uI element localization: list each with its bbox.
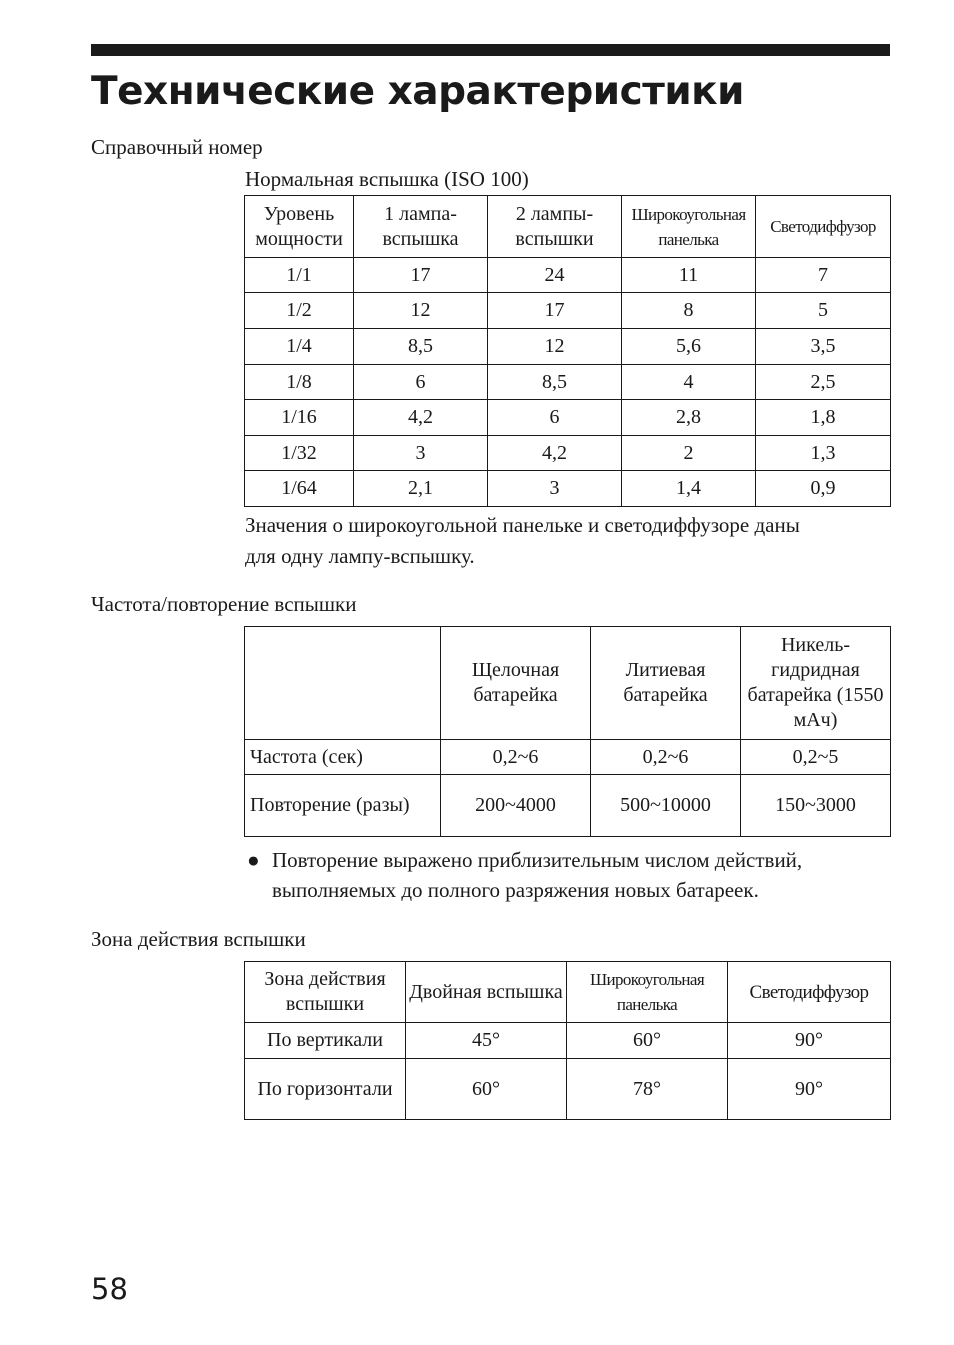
table-cell: 4,2 <box>488 436 622 471</box>
recycle-bullet-list <box>245 845 895 905</box>
table-cell: 1,8 <box>756 400 891 436</box>
table-row <box>245 471 891 507</box>
bullet-icon: ● <box>247 848 260 872</box>
header-cell: Двойная вспышка <box>406 962 567 1023</box>
header-cell: Никель-гидридная батарейка (1550 мАч) <box>741 627 891 740</box>
header-cell: Щелочная батарейка <box>441 627 591 740</box>
table-cell: 1/1 <box>245 258 354 293</box>
page-title: Технические характеристики <box>91 69 744 114</box>
coverage-label: Зона действия вспышки <box>91 927 306 951</box>
table-cell: 8,5 <box>488 365 622 400</box>
table-cell: 150~3000 <box>741 775 891 837</box>
table-cell: 60° <box>567 1023 728 1059</box>
table-cell: 2,8 <box>622 400 756 436</box>
table-cell: 12 <box>354 293 488 329</box>
table-cell: 1/16 <box>245 400 354 436</box>
table-cell: 60° <box>406 1059 567 1120</box>
table-cell: 90° <box>728 1023 891 1059</box>
table-cell: 78° <box>567 1059 728 1120</box>
header-cell: Широкоугольная панелька <box>567 962 728 1023</box>
table-cell: 1/4 <box>245 329 354 365</box>
table-cell: 6 <box>354 365 488 400</box>
table-cell: 4 <box>622 365 756 400</box>
table-cell: 1/32 <box>245 436 354 471</box>
header-cell: Светодиффузор <box>756 196 891 258</box>
table-cell: 4,2 <box>354 400 488 436</box>
guide-number-table <box>244 195 891 507</box>
header-cell: 1 лампа-вспышка <box>354 196 488 258</box>
table-cell: 1/2 <box>245 293 354 329</box>
page-number: 58 <box>91 1272 128 1306</box>
table-cell: 0,2~6 <box>441 740 591 775</box>
row-label: По вертикали <box>245 1023 406 1059</box>
table-cell: 17 <box>354 258 488 293</box>
table-cell: 45° <box>406 1023 567 1059</box>
table-cell: 8,5 <box>354 329 488 365</box>
table-header-row <box>245 196 891 258</box>
note-line: Значения о широкоугольной панельке и светодиффузоре даны <box>245 513 800 537</box>
table-cell: 3 <box>488 471 622 507</box>
table-row <box>245 329 891 365</box>
guide-number-label: Справочный номер <box>91 135 263 159</box>
recycle-table <box>244 626 891 837</box>
header-cell <box>245 627 441 740</box>
table-header-row <box>245 962 891 1023</box>
list-item <box>245 845 895 905</box>
table-cell: 1/64 <box>245 471 354 507</box>
header-cell: Зона действия вспышки <box>245 962 406 1023</box>
table-cell: 3,5 <box>756 329 891 365</box>
header-cell: Широкоугольная панелька <box>622 196 756 258</box>
table-cell: 6 <box>488 400 622 436</box>
header-cell: Светодиффузор <box>728 962 891 1023</box>
table-cell: 500~10000 <box>591 775 741 837</box>
table-row <box>245 1059 891 1120</box>
table-cell: 3 <box>354 436 488 471</box>
table-row <box>245 293 891 329</box>
table-row <box>245 775 891 837</box>
top-rule <box>91 44 890 56</box>
table-cell: 5,6 <box>622 329 756 365</box>
table-cell: 8 <box>622 293 756 329</box>
table-row <box>245 1023 891 1059</box>
table-cell: 17 <box>488 293 622 329</box>
header-cell: Литиевая батарейка <box>591 627 741 740</box>
table-row <box>245 436 891 471</box>
coverage-table <box>244 961 891 1120</box>
table-cell: 0,2~6 <box>591 740 741 775</box>
table-cell: 2 <box>622 436 756 471</box>
table-cell: 90° <box>728 1059 891 1120</box>
table-cell: 1,3 <box>756 436 891 471</box>
header-cell: 2 лампы-вспышки <box>488 196 622 258</box>
table-cell: 11 <box>622 258 756 293</box>
table-header-row <box>245 627 891 740</box>
row-label: Частота (сек) <box>245 740 441 775</box>
table-cell: 12 <box>488 329 622 365</box>
table-cell: 1,4 <box>622 471 756 507</box>
table-cell: 200~4000 <box>441 775 591 837</box>
guide-number-caption: Нормальная вспышка (ISO 100) <box>245 167 529 191</box>
table-row <box>245 400 891 436</box>
table-cell: 0,9 <box>756 471 891 507</box>
table-cell: 5 <box>756 293 891 329</box>
table-cell: 1/8 <box>245 365 354 400</box>
header-cell: Уровень мощности <box>245 196 354 258</box>
table-cell: 0,2~5 <box>741 740 891 775</box>
row-label: Повторение (разы) <box>245 775 441 837</box>
guide-number-note <box>245 510 895 572</box>
row-label: По горизонтали <box>245 1059 406 1120</box>
table-row <box>245 740 891 775</box>
table-cell: 2,5 <box>756 365 891 400</box>
note-line: для одну лампу-вспышку. <box>245 544 475 568</box>
table-cell: 7 <box>756 258 891 293</box>
recycle-label: Частота/повторение вспышки <box>91 592 357 616</box>
table-cell: 24 <box>488 258 622 293</box>
table-cell: 2,1 <box>354 471 488 507</box>
table-row <box>245 258 891 293</box>
table-row <box>245 365 891 400</box>
bullet-text: Повторение выражено приблизительным числом действий, выполняемых до полного разряжения новых батареек. <box>272 848 803 902</box>
